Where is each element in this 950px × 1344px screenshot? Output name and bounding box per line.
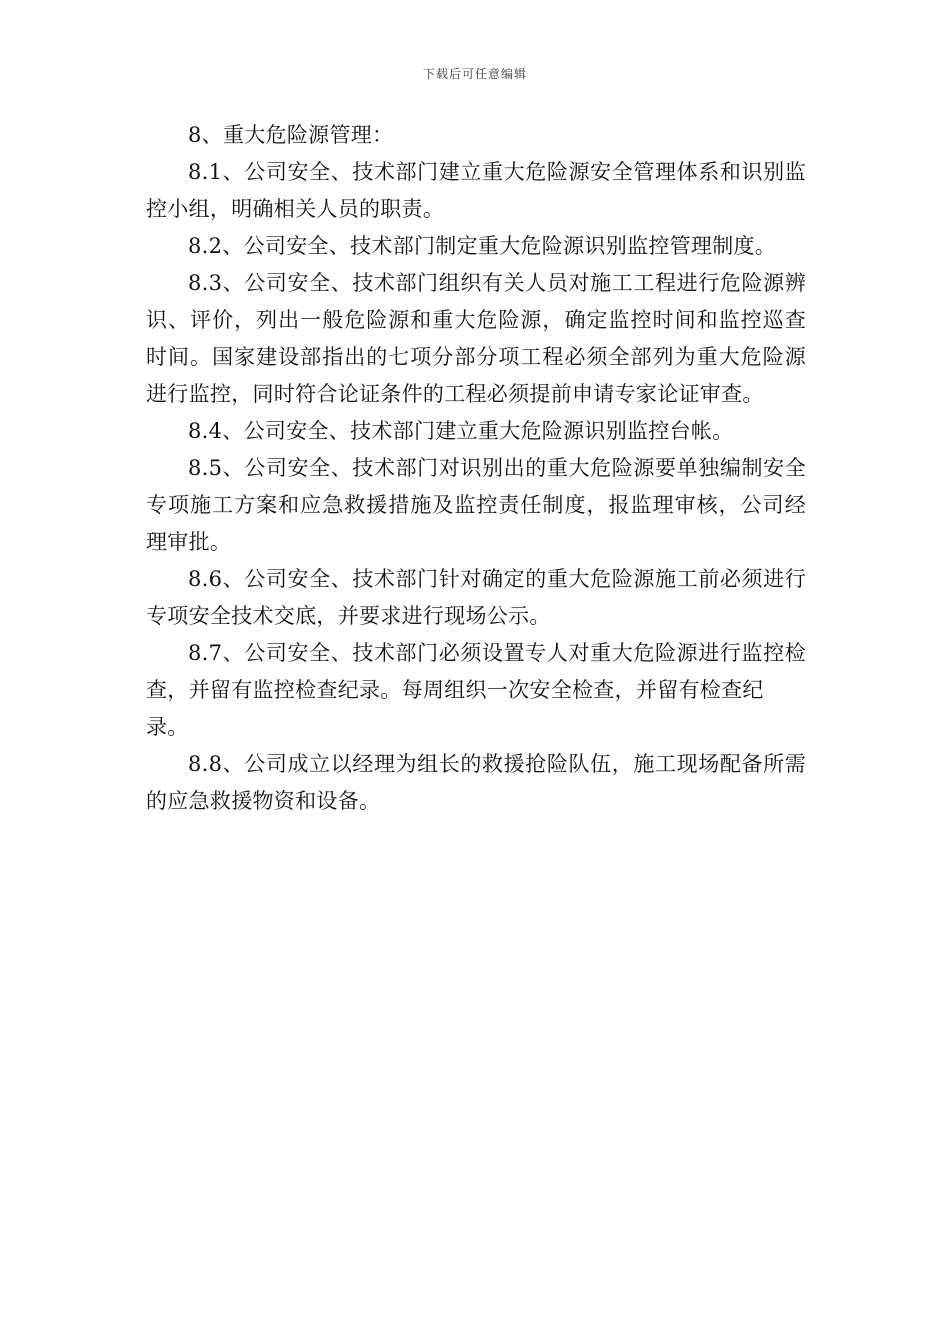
paragraph-8-7: 8.7、公司安全、技术部门必须设置专人对重大危险源进行监控检查，并留有监控检查纪录。每周组织一次安全检查，并留有检查纪 xyxy=(146,641,806,702)
paragraph-8-7-continuation: 录。 xyxy=(146,715,189,739)
page-header: 下载后可任意编辑 xyxy=(422,67,527,81)
paragraph-8-4: 8.4、公司安全、技术部门建立重大危险源识别监控台帐。 xyxy=(188,419,734,443)
paragraph-8-1: 8.1、公司安全、技术部门建立重大危险源安全管理体系和识别监控小组，明确相关人员的职责。 xyxy=(146,160,806,221)
paragraph-8-3: 8.3、公司安全、技术部门组织有关人员对施工工程进行危险源辨识、评价，列出一般危险源和重大危险源，确定监控时间和监控巡查时间。国家建设部指出的七项分部分项工程必须全部列为重大危险源进行监控，同时符合论证条件的工程必须提前申请专家论证审查。 xyxy=(146,271,806,406)
paragraph-8-8: 8.8、公司成立以经理为组长的救援抢险队伍，施工现场配备所需的应急救援物资和设备。 xyxy=(146,752,806,813)
paragraph-8-6: 8.6、公司安全、技术部门针对确定的重大危险源施工前必须进行专项安全技术交底，并要求进行现场公示。 xyxy=(146,567,806,628)
section-title: 8、重大危险源管理： xyxy=(188,123,394,147)
document-body xyxy=(146,117,806,820)
paragraph-8-5: 8.5、公司安全、技术部门对识别出的重大危险源要单独编制安全专项施工方案和应急救援措施及监控责任制度，报监理审核，公司经理审批。 xyxy=(146,456,806,554)
paragraph-8-2: 8.2、公司安全、技术部门制定重大危险源识别监控管理制度。 xyxy=(188,234,777,258)
